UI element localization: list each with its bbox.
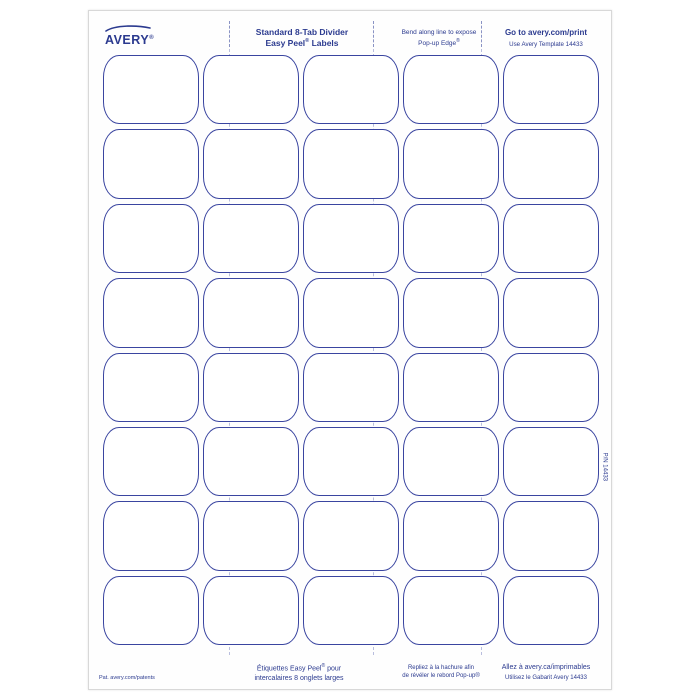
web-link[interactable]: Go to avery.com/print: [504, 28, 588, 37]
product-title-fr-line1-tail: pour: [325, 665, 342, 673]
label-cell[interactable]: [203, 427, 299, 496]
label-cell[interactable]: [103, 576, 199, 645]
bend-instruction-line2: [379, 38, 499, 49]
product-title-fr-line1: [229, 663, 369, 674]
label-sheet: [88, 10, 612, 690]
product-title-line2-tail: Labels: [309, 38, 339, 49]
label-cell[interactable]: [403, 278, 499, 347]
label-cell[interactable]: [203, 204, 299, 273]
label-cell[interactable]: [303, 278, 399, 347]
bend-instruction-fr: [381, 664, 501, 680]
bend-instruction-line1: Bend along line to expose: [401, 29, 477, 36]
avery-logo: [105, 33, 154, 47]
bend-instruction: [379, 29, 499, 49]
label-cell[interactable]: [403, 501, 499, 570]
label-cell[interactable]: [503, 278, 599, 347]
label-cell[interactable]: [503, 204, 599, 273]
avery-swoosh-icon: [105, 25, 151, 33]
patents-note: Pat. avery.com/patents: [99, 675, 155, 681]
label-cell[interactable]: [103, 278, 199, 347]
bend-instruction-fr-line2-text: de révéler le rebord Pop-up: [402, 673, 476, 680]
registered-mark: ®: [149, 34, 155, 41]
product-title: [237, 27, 367, 50]
label-cell[interactable]: [403, 576, 499, 645]
product-title-line1: Standard 8-Tab Divider: [255, 27, 349, 37]
label-cell[interactable]: [403, 427, 499, 496]
label-cell[interactable]: [203, 501, 299, 570]
template-note: Use Avery Template 14433: [509, 40, 583, 48]
web-link-fr-block: [487, 663, 605, 683]
label-cell[interactable]: [303, 204, 399, 273]
product-title-fr-line2: intercalaires 8 onglets larges: [254, 674, 344, 682]
label-cell[interactable]: [403, 204, 499, 273]
avery-wordmark: AVERY: [105, 33, 150, 47]
label-cell[interactable]: [303, 353, 399, 422]
header-divider-1: [229, 21, 230, 47]
label-cell[interactable]: [303, 576, 399, 645]
label-cell[interactable]: [103, 129, 199, 198]
label-cell[interactable]: [503, 501, 599, 570]
sheet-header: [89, 11, 611, 51]
label-cell[interactable]: [303, 501, 399, 570]
product-title-fr: [229, 663, 369, 683]
label-cell[interactable]: [403, 353, 499, 422]
label-cell[interactable]: [103, 204, 199, 273]
label-cell[interactable]: [103, 427, 199, 496]
product-title-line2-text: Easy Peel: [265, 38, 306, 49]
label-cell[interactable]: [203, 55, 299, 124]
label-cell[interactable]: [203, 353, 299, 422]
product-title-fr-line1-text: Étiquettes Easy Peel: [256, 665, 322, 673]
label-cell[interactable]: [303, 55, 399, 124]
bend-instruction-line2-text: Pop-up Edge: [418, 39, 457, 47]
label-cell[interactable]: [503, 353, 599, 422]
label-cell[interactable]: [403, 129, 499, 198]
fr-registered-mark: ®: [321, 663, 326, 669]
label-cell[interactable]: [203, 278, 299, 347]
label-cell[interactable]: [403, 55, 499, 124]
product-title-line2: [237, 38, 367, 49]
template-note-fr: Utilisez le Gabarit Avery 14433: [505, 675, 587, 682]
bend-instruction-fr-line2: [381, 672, 501, 680]
fr-bend-registered-mark: ®: [475, 673, 480, 680]
bend-registered-mark: ®: [456, 37, 460, 44]
web-link-fr[interactable]: Allez à avery.ca/imprimables: [501, 664, 591, 671]
label-cell[interactable]: [103, 55, 199, 124]
part-number: P/N 14433: [601, 452, 607, 481]
label-cell[interactable]: [203, 576, 299, 645]
label-cell[interactable]: [103, 501, 199, 570]
label-cell[interactable]: [303, 427, 399, 496]
label-cell[interactable]: [503, 55, 599, 124]
web-link-block: [487, 28, 605, 49]
label-cell[interactable]: [503, 576, 599, 645]
label-cell[interactable]: [203, 129, 299, 198]
label-cell[interactable]: [303, 129, 399, 198]
header-divider-2: [373, 21, 374, 47]
product-title-registered-mark: ®: [305, 38, 310, 45]
bend-instruction-fr-line1: Repliez à la hachure afin: [407, 665, 475, 671]
label-cell[interactable]: [503, 427, 599, 496]
sheet-footer: [89, 653, 611, 689]
label-cell[interactable]: [103, 353, 199, 422]
label-grid: [103, 55, 599, 645]
label-cell[interactable]: [503, 129, 599, 198]
